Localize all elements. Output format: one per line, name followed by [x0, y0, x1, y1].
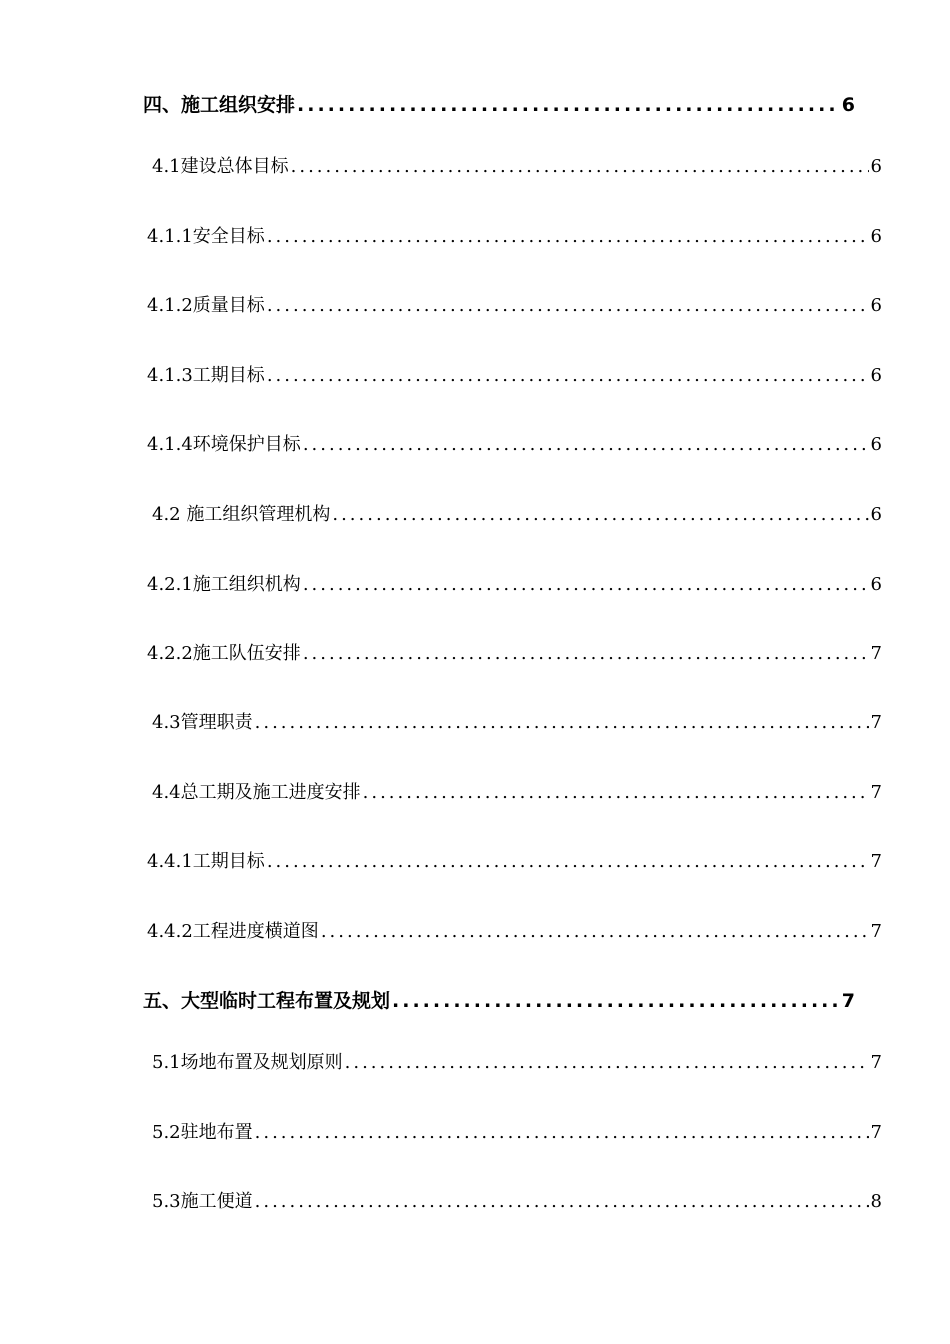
toc-leader-dots: [321, 921, 869, 942]
toc-leader-dots: [332, 504, 868, 525]
toc-entry-4-1-3[interactable]: [147, 361, 882, 387]
toc-entry-label: 4.1.2质量目标: [147, 295, 265, 316]
toc-entry-page: 6: [870, 365, 882, 386]
toc-entry-label: 4.1.3工期目标: [147, 365, 265, 386]
toc-entry-4-1-2[interactable]: [147, 291, 882, 317]
toc-entry-label: 4.2.1施工组织机构: [147, 574, 301, 595]
toc-leader-dots: [303, 434, 869, 455]
toc-entry-label: 4.4.2工程进度横道图: [147, 921, 319, 942]
toc-entry-page: 7: [870, 1052, 882, 1073]
toc-leader-dots: [291, 156, 869, 177]
toc-entry-4-2-1[interactable]: [147, 570, 882, 596]
toc-entry-page: 6: [870, 226, 882, 247]
toc-leader-dots: [255, 1122, 869, 1143]
toc-entry-4-3[interactable]: [152, 708, 882, 734]
toc-entry-page: 6: [841, 94, 855, 116]
toc-entry-page: 6: [870, 434, 882, 455]
toc-entry-4-2-2[interactable]: [147, 639, 882, 665]
toc-entry-label: 五、大型临时工程布置及规划: [143, 990, 391, 1012]
toc-entry-page: 7: [870, 782, 882, 803]
toc-entry-4-4[interactable]: [152, 778, 882, 804]
toc-entry-page: 6: [870, 504, 882, 525]
toc-entry-label: 4.1.4环境保护目标: [147, 434, 301, 455]
toc-entry-label: 5.3施工便道: [152, 1191, 253, 1212]
toc-entry-page: 7: [870, 851, 882, 872]
toc-entry-page: 6: [870, 156, 882, 177]
toc-entry-chapter-4[interactable]: [143, 90, 855, 117]
toc-entry-4-2[interactable]: [152, 500, 882, 526]
toc-leader-dots: [303, 574, 869, 595]
toc-entry-page: 6: [870, 295, 882, 316]
toc-entry-page: 7: [870, 643, 882, 664]
toc-leader-dots: [345, 1052, 869, 1073]
toc-leader-dots: [255, 1191, 869, 1212]
toc-entry-page: 6: [870, 574, 882, 595]
toc-leader-dots: [392, 990, 840, 1012]
toc-entry-label: 4.1.1安全目标: [147, 226, 265, 247]
toc-entry-page: 7: [870, 712, 882, 733]
toc-entry-label: 4.2 施工组织管理机构: [152, 504, 331, 525]
toc-leader-dots: [267, 365, 869, 386]
toc-entry-label: 5.1场地布置及规划原则: [152, 1052, 343, 1073]
toc-entry-4-1-1[interactable]: [147, 222, 882, 248]
toc-entry-5-3[interactable]: [152, 1187, 882, 1213]
toc-entry-label: 4.4总工期及施工进度安排: [152, 782, 361, 803]
toc-entry-4-4-2[interactable]: [147, 917, 882, 943]
toc-entry-5-2[interactable]: [152, 1118, 882, 1144]
toc-leader-dots: [255, 712, 869, 733]
toc-entry-4-1-4[interactable]: [147, 430, 882, 456]
toc-entry-label: 4.1建设总体目标: [152, 156, 289, 177]
toc-entry-page: 7: [841, 990, 855, 1012]
toc-entry-label: 4.4.1工期目标: [147, 851, 265, 872]
toc-entry-page: 7: [870, 1122, 882, 1143]
toc-leader-dots: [267, 226, 869, 247]
toc-leader-dots: [297, 94, 840, 116]
toc-leader-dots: [303, 643, 869, 664]
toc-entry-4-1[interactable]: [152, 152, 882, 178]
toc-entry-label: 4.3管理职责: [152, 712, 253, 733]
toc-leader-dots: [267, 851, 869, 872]
toc-leader-dots: [363, 782, 869, 803]
toc-entry-5-1[interactable]: [152, 1048, 882, 1074]
toc-entry-label: 四、施工组织安排: [143, 94, 296, 116]
toc-entry-label: 5.2驻地布置: [152, 1122, 253, 1143]
toc-entry-page: 7: [870, 921, 882, 942]
toc-leader-dots: [267, 295, 869, 316]
toc-entry-page: 8: [870, 1191, 882, 1212]
toc-entry-4-4-1[interactable]: [147, 847, 882, 873]
toc-entry-chapter-5[interactable]: [143, 986, 855, 1013]
toc-entry-label: 4.2.2施工队伍安排: [147, 643, 301, 664]
